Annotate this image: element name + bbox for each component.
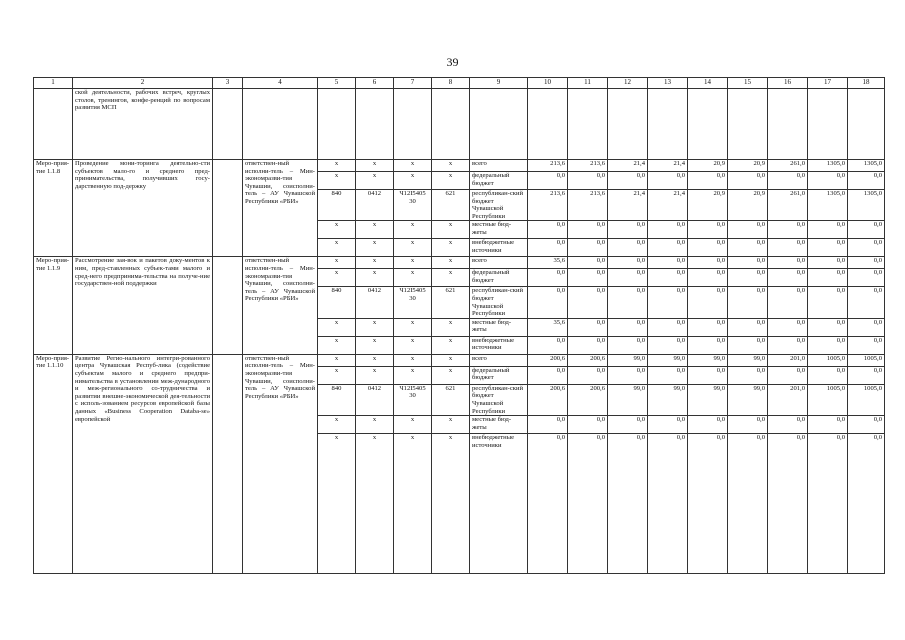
amount-cell: 0,0 xyxy=(688,287,728,318)
grbs-code: 840 xyxy=(318,287,356,318)
amount-cell: 0,0 xyxy=(728,257,768,269)
column-header: 6 xyxy=(356,78,394,89)
measure-label: Меро-прия-тие 1.1.8 xyxy=(34,160,73,257)
amount-cell: 0,0 xyxy=(648,269,688,287)
amount-cell: 0,0 xyxy=(768,416,808,434)
funding-source: федеральный бюджет xyxy=(470,269,528,287)
amount-cell: 0,0 xyxy=(648,287,688,318)
code-mark: x xyxy=(356,366,394,384)
code-mark: x xyxy=(432,354,470,366)
amount-cell: 1305,0 xyxy=(848,160,885,172)
amount-cell: 0,0 xyxy=(568,221,608,239)
amount-cell: 0,0 xyxy=(688,257,728,269)
responsible-executor: ответствен-ный исполни-тель – Мин-экономразви-тия Чувашии, соисполни-тель – АУ Чувашской Республики «РБИ» xyxy=(243,257,318,354)
amount-cell: 0,0 xyxy=(608,336,648,354)
code-mark: x xyxy=(432,172,470,190)
amount-cell: 0,0 xyxy=(808,257,848,269)
grbs-code: 840 xyxy=(318,384,356,415)
amount-cell: 0,0 xyxy=(848,416,885,434)
amount-cell: 20,9 xyxy=(728,160,768,172)
amount-cell: 0,0 xyxy=(688,221,728,239)
code-mark: x xyxy=(318,269,356,287)
amount-cell: 0,0 xyxy=(808,221,848,239)
amount-cell: 0,0 xyxy=(608,269,648,287)
column-header: 12 xyxy=(608,78,648,89)
amount-cell: 0,0 xyxy=(768,318,808,336)
amount-cell: 0,0 xyxy=(808,239,848,257)
amount-cell: 0,0 xyxy=(568,257,608,269)
amount-cell: 0,0 xyxy=(608,239,648,257)
amount-cell: 0,0 xyxy=(728,221,768,239)
amount-cell: 0,0 xyxy=(808,366,848,384)
amount-cell: 0,0 xyxy=(688,269,728,287)
amount-cell: 213,6 xyxy=(568,190,608,221)
amount-cell: 0,0 xyxy=(528,336,568,354)
amount-cell: 0,0 xyxy=(528,172,568,190)
amount-cell: 261,0 xyxy=(768,160,808,172)
amount-cell: 0,0 xyxy=(648,366,688,384)
amount-cell: 0,0 xyxy=(688,416,728,434)
funding-source: федеральный бюджет xyxy=(470,366,528,384)
amount-cell: 0,0 xyxy=(688,172,728,190)
amount-cell: 1305,0 xyxy=(848,190,885,221)
table-row xyxy=(34,257,885,269)
amount-cell: 0,0 xyxy=(808,336,848,354)
amount-cell: 0,0 xyxy=(848,269,885,287)
budget-table xyxy=(33,77,885,574)
amount-cell: 0,0 xyxy=(728,318,768,336)
code-mark: x xyxy=(318,172,356,190)
code-mark: x xyxy=(318,434,356,574)
amount-cell: 0,0 xyxy=(528,287,568,318)
amount-cell: 0,0 xyxy=(768,221,808,239)
amount-cell: 0,0 xyxy=(568,336,608,354)
measure-label: Меро-прия-тие 1.1.9 xyxy=(34,257,73,354)
rz-code: 0412 xyxy=(356,384,394,415)
amount-cell: 0,0 xyxy=(728,416,768,434)
amount-cell: 0,0 xyxy=(608,172,648,190)
amount-cell: 0,0 xyxy=(568,318,608,336)
page-number: 39 xyxy=(446,55,459,69)
amount-cell: 213,6 xyxy=(528,190,568,221)
column-header: 11 xyxy=(568,78,608,89)
amount-cell: 0,0 xyxy=(848,221,885,239)
amount-cell: 99,0 xyxy=(648,354,688,366)
code-mark: x xyxy=(432,239,470,257)
amount-cell: 21,4 xyxy=(648,160,688,172)
code-mark: x xyxy=(394,354,432,366)
amount-cell: 0,0 xyxy=(528,239,568,257)
vr-code: 621 xyxy=(432,287,470,318)
funding-source: внебюджетные источники xyxy=(470,434,528,574)
grbs-code: 840 xyxy=(318,190,356,221)
amount-cell: 35,6 xyxy=(528,318,568,336)
amount-cell: 20,9 xyxy=(688,190,728,221)
amount-cell: 0,0 xyxy=(848,366,885,384)
measure-name: Проведение мони-торинга деятельно-сти субъектов мало-го и среднего пред-принимательства, получивших госу-дарственную под-держку xyxy=(73,160,213,257)
amount-cell: 99,0 xyxy=(608,354,648,366)
code-mark: x xyxy=(432,318,470,336)
amount-cell: 0,0 xyxy=(688,239,728,257)
csr-code: Ч12I5405 30 xyxy=(394,287,432,318)
code-mark: x xyxy=(356,434,394,574)
code-mark: x xyxy=(432,366,470,384)
amount-cell: 0,0 xyxy=(728,269,768,287)
code-mark: x xyxy=(394,416,432,434)
amount-cell: 0,0 xyxy=(728,434,768,574)
amount-cell: 200,6 xyxy=(528,354,568,366)
amount-cell: 99,0 xyxy=(728,384,768,415)
funding-source: местные бюд-жеты xyxy=(470,221,528,239)
amount-cell: 20,9 xyxy=(688,160,728,172)
code-mark: x xyxy=(432,160,470,172)
amount-cell: 0,0 xyxy=(568,287,608,318)
amount-cell: 0,0 xyxy=(728,287,768,318)
amount-cell: 0,0 xyxy=(728,336,768,354)
code-mark: x xyxy=(356,172,394,190)
funding-source: всего xyxy=(470,257,528,269)
code-mark: x xyxy=(318,239,356,257)
amount-cell: 20,9 xyxy=(728,190,768,221)
measure-name: Рассмотрение зая-вок и пакетов доку-ментов к ним, пред-ставленных субъек-тами малого и сред-него предпринима-тельства на получе-ние государствен-ной поддержки xyxy=(73,257,213,354)
amount-cell: 0,0 xyxy=(728,172,768,190)
code-mark: x xyxy=(356,221,394,239)
continuation-text: ской деятельности, рабочих встреч, круглых столов, тренингов, конфе-ренций по вопросам развития МСП xyxy=(73,89,213,160)
amount-cell: 201,0 xyxy=(768,384,808,415)
measure-name: Развитие Регио-нального интегри-рованного центра Чувашская Респуб-лика (содействие субъектам малого и среднего предпри-нимательства в установлении меж-дународного и меж-регионального со-трудничества и развитии внешне-экономической дея-тельности с исполь-зованием ресурсов европейской базы данных «Business Cooperation Databa-se» европейской xyxy=(73,354,213,573)
funding-source: всего xyxy=(470,160,528,172)
amount-cell: 0,0 xyxy=(808,434,848,574)
code-mark: x xyxy=(432,221,470,239)
column-header: 5 xyxy=(318,78,356,89)
code-mark: x xyxy=(356,239,394,257)
amount-cell: 0,0 xyxy=(808,287,848,318)
amount-cell: 0,0 xyxy=(608,221,648,239)
amount-cell: 0,0 xyxy=(528,366,568,384)
amount-cell: 200,6 xyxy=(568,354,608,366)
code-mark: x xyxy=(394,269,432,287)
amount-cell: 0,0 xyxy=(768,269,808,287)
funding-source: внебюджетные источники xyxy=(470,336,528,354)
column-header: 3 xyxy=(213,78,243,89)
amount-cell: 0,0 xyxy=(648,434,688,574)
amount-cell: 0,0 xyxy=(768,172,808,190)
code-mark: x xyxy=(432,434,470,574)
amount-cell: 0,0 xyxy=(768,336,808,354)
amount-cell: 0,0 xyxy=(808,172,848,190)
code-mark: x xyxy=(394,434,432,574)
funding-source: республикан-ский бюджет Чувашской Республики xyxy=(470,190,528,221)
amount-cell: 0,0 xyxy=(608,257,648,269)
funding-source: местные бюд-жеты xyxy=(470,318,528,336)
amount-cell: 0,0 xyxy=(688,318,728,336)
amount-cell: 0,0 xyxy=(568,366,608,384)
funding-source: всего xyxy=(470,354,528,366)
amount-cell: 21,4 xyxy=(608,190,648,221)
column-header: 7 xyxy=(394,78,432,89)
amount-cell: 99,0 xyxy=(648,384,688,415)
amount-cell: 213,6 xyxy=(528,160,568,172)
code-mark: x xyxy=(432,416,470,434)
amount-cell: 0,0 xyxy=(568,434,608,574)
responsible-executor: ответствен-ный исполни-тель – Мин-экономразви-тия Чувашии, соисполни-тель – АУ Чувашской Республики «РБИ» xyxy=(243,354,318,573)
column-header: 13 xyxy=(648,78,688,89)
measure-label: Меро-прия-тие 1.1.10 xyxy=(34,354,73,573)
code-mark: x xyxy=(394,366,432,384)
column-header: 9 xyxy=(470,78,528,89)
amount-cell: 0,0 xyxy=(688,366,728,384)
amount-cell: 0,0 xyxy=(808,318,848,336)
funding-source: республикан-ский бюджет Чувашской Республики xyxy=(470,287,528,318)
amount-cell: 0,0 xyxy=(848,287,885,318)
code-mark: x xyxy=(318,336,356,354)
amount-cell: 0,0 xyxy=(768,434,808,574)
amount-cell: 0,0 xyxy=(648,239,688,257)
amount-cell: 201,0 xyxy=(768,354,808,366)
amount-cell: 261,0 xyxy=(768,190,808,221)
csr-code: Ч12I5405 30 xyxy=(394,384,432,415)
amount-cell: 200,6 xyxy=(568,384,608,415)
amount-cell: 0,0 xyxy=(768,287,808,318)
table-row xyxy=(34,160,885,172)
code-mark: x xyxy=(356,160,394,172)
amount-cell: 0,0 xyxy=(568,239,608,257)
amount-cell: 0,0 xyxy=(768,239,808,257)
column-header: 8 xyxy=(432,78,470,89)
code-mark: x xyxy=(356,416,394,434)
amount-cell: 0,0 xyxy=(648,221,688,239)
amount-cell: 0,0 xyxy=(848,239,885,257)
vr-code: 621 xyxy=(432,190,470,221)
amount-cell: 0,0 xyxy=(608,434,648,574)
code-mark: x xyxy=(432,269,470,287)
funding-source: внебюджетные источники xyxy=(470,239,528,257)
amount-cell: 0,0 xyxy=(848,257,885,269)
code-mark: x xyxy=(318,354,356,366)
code-mark: x xyxy=(356,269,394,287)
column-header: 18 xyxy=(848,78,885,89)
amount-cell: 0,0 xyxy=(568,269,608,287)
column-number-row xyxy=(34,78,885,89)
code-mark: x xyxy=(394,318,432,336)
amount-cell: 0,0 xyxy=(608,366,648,384)
amount-cell: 1005,0 xyxy=(848,384,885,415)
csr-code: Ч12I5405 30 xyxy=(394,190,432,221)
amount-cell: 0,0 xyxy=(728,366,768,384)
amount-cell: 0,0 xyxy=(608,416,648,434)
amount-cell: 0,0 xyxy=(848,434,885,574)
amount-cell: 0,0 xyxy=(528,269,568,287)
code-mark: x xyxy=(356,336,394,354)
amount-cell: 0,0 xyxy=(648,172,688,190)
amount-cell: 0,0 xyxy=(848,318,885,336)
column-header: 17 xyxy=(808,78,848,89)
amount-cell: 213,6 xyxy=(568,160,608,172)
amount-cell: 0,0 xyxy=(648,257,688,269)
amount-cell: 200,6 xyxy=(528,384,568,415)
code-mark: x xyxy=(394,221,432,239)
code-mark: x xyxy=(318,318,356,336)
responsible-executor: ответствен-ный исполни-тель – Мин-экономразви-тия Чувашии, соисполни-тель – АУ Чувашской Республики «РБИ» xyxy=(243,160,318,257)
amount-cell: 0,0 xyxy=(808,269,848,287)
amount-cell: 0,0 xyxy=(528,221,568,239)
vr-code: 621 xyxy=(432,384,470,415)
amount-cell: 0,0 xyxy=(568,416,608,434)
code-mark: x xyxy=(394,160,432,172)
amount-cell: 0,0 xyxy=(768,257,808,269)
code-mark: x xyxy=(318,257,356,269)
amount-cell: 0,0 xyxy=(528,434,568,574)
code-mark: x xyxy=(318,416,356,434)
column-header: 4 xyxy=(243,78,318,89)
code-mark: x xyxy=(394,172,432,190)
continuation-row xyxy=(34,89,885,160)
column-header: 16 xyxy=(768,78,808,89)
amount-cell: 1005,0 xyxy=(848,354,885,366)
amount-cell: 0,0 xyxy=(808,416,848,434)
amount-cell: 0,0 xyxy=(568,172,608,190)
code-mark: x xyxy=(318,160,356,172)
amount-cell: 0,0 xyxy=(728,239,768,257)
code-mark: x xyxy=(432,336,470,354)
column-header: 14 xyxy=(688,78,728,89)
amount-cell: 99,0 xyxy=(728,354,768,366)
funding-source: республикан-ский бюджет Чувашской Республики xyxy=(470,384,528,415)
funding-source: местные бюд-жеты xyxy=(470,416,528,434)
amount-cell: 0,0 xyxy=(648,336,688,354)
column-header: 2 xyxy=(73,78,213,89)
amount-cell: 0,0 xyxy=(528,416,568,434)
table-row xyxy=(34,354,885,366)
amount-cell: 35,6 xyxy=(528,257,568,269)
code-mark: x xyxy=(318,366,356,384)
rz-code: 0412 xyxy=(356,190,394,221)
amount-cell: 1005,0 xyxy=(808,384,848,415)
amount-cell: 99,0 xyxy=(688,354,728,366)
column-header: 15 xyxy=(728,78,768,89)
amount-cell: 21,4 xyxy=(608,160,648,172)
column-header: 1 xyxy=(34,78,73,89)
amount-cell: 1305,0 xyxy=(808,160,848,172)
amount-cell: 21,4 xyxy=(648,190,688,221)
amount-cell: 0,0 xyxy=(608,318,648,336)
rz-code: 0412 xyxy=(356,287,394,318)
code-mark: x xyxy=(318,221,356,239)
code-mark: x xyxy=(356,318,394,336)
code-mark: x xyxy=(394,257,432,269)
code-mark: x xyxy=(432,257,470,269)
code-mark: x xyxy=(394,336,432,354)
amount-cell: 99,0 xyxy=(608,384,648,415)
amount-cell: 99,0 xyxy=(688,384,728,415)
amount-cell: 0,0 xyxy=(608,287,648,318)
code-mark: x xyxy=(356,257,394,269)
amount-cell: 0,0 xyxy=(688,434,728,574)
funding-source: федеральный бюджет xyxy=(470,172,528,190)
amount-cell: 0,0 xyxy=(768,366,808,384)
column-header: 10 xyxy=(528,78,568,89)
amount-cell: 0,0 xyxy=(848,172,885,190)
amount-cell: 1005,0 xyxy=(808,354,848,366)
code-mark: x xyxy=(394,239,432,257)
amount-cell: 0,0 xyxy=(688,336,728,354)
amount-cell: 0,0 xyxy=(648,318,688,336)
amount-cell: 1305,0 xyxy=(808,190,848,221)
amount-cell: 0,0 xyxy=(848,336,885,354)
amount-cell: 0,0 xyxy=(648,416,688,434)
code-mark: x xyxy=(356,354,394,366)
